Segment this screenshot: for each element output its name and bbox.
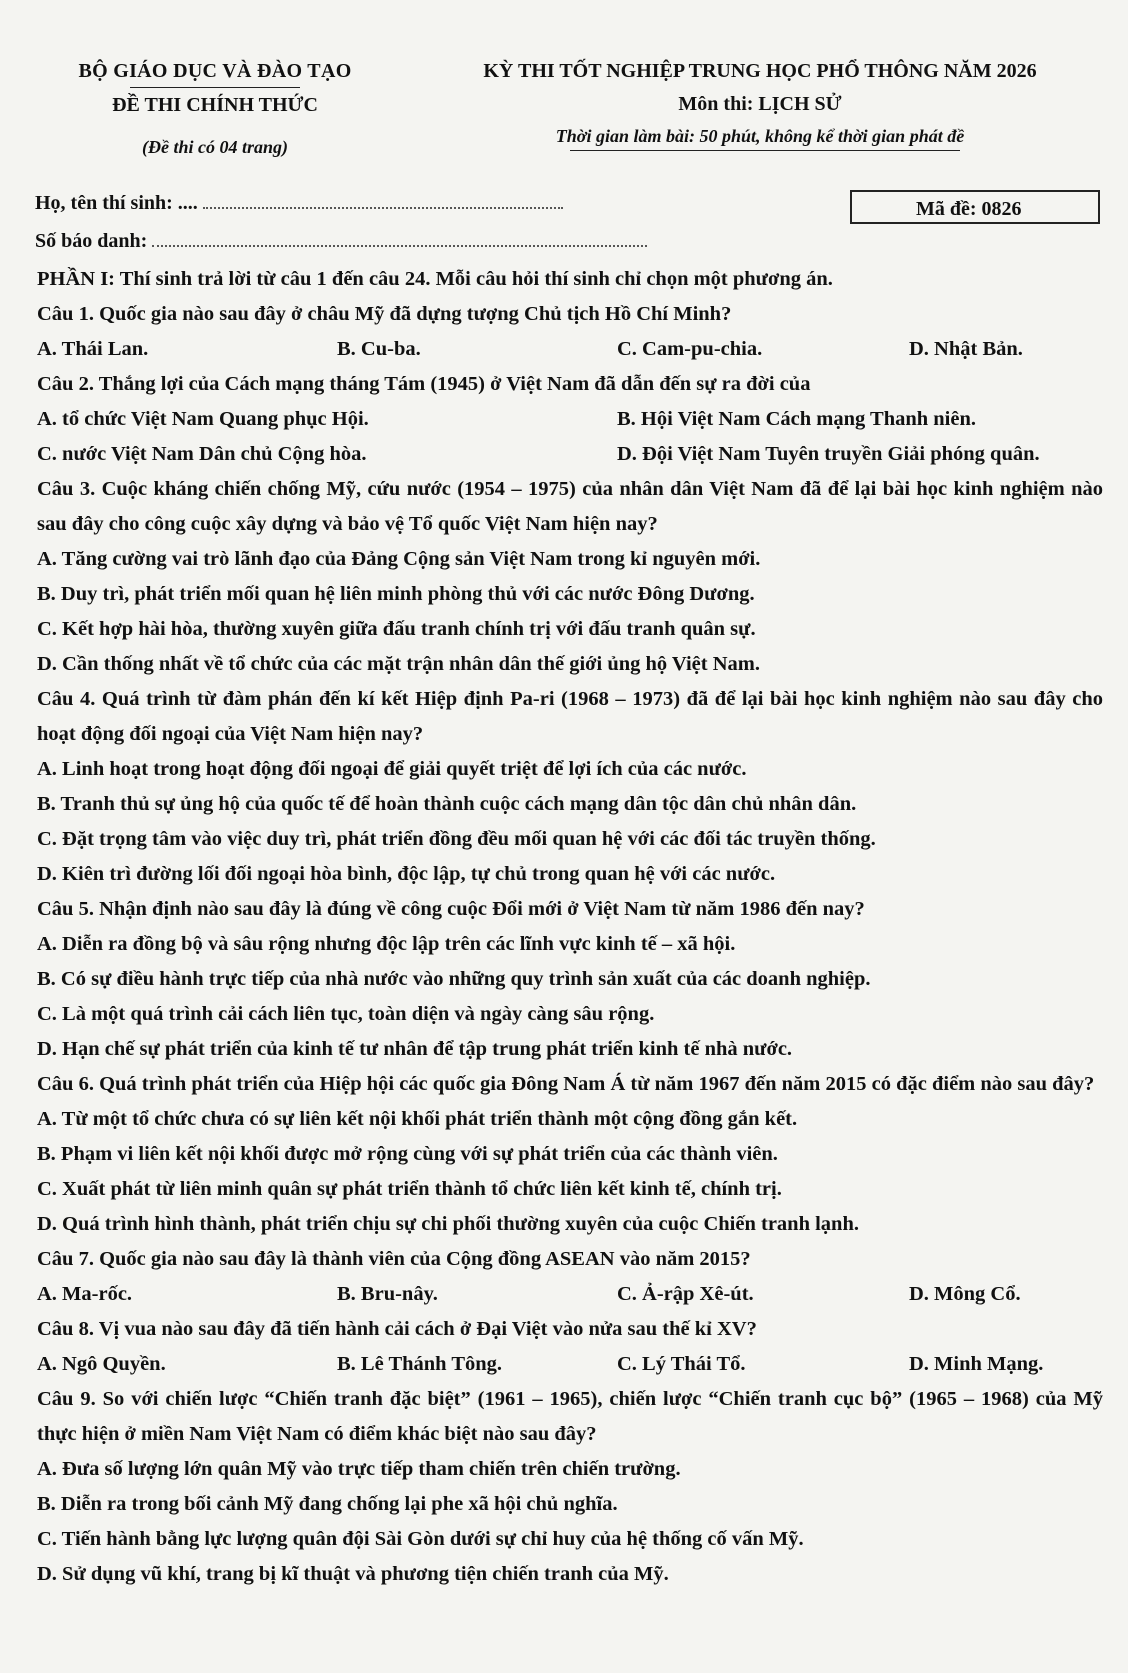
candidate-id-line: [35, 230, 647, 253]
question-text: Câu 4. Quá trình từ đàm phán đến kí kết Hiệp định Pa-ri (1968 – 1973) đã để lại bài học kinh nghiệm nào sau đây cho hoạt động đối ngoại của Việt Nam hiện nay?: [37, 688, 1103, 745]
options-row: [37, 437, 1103, 472]
option-d[interactable]: D. Minh Mạng.: [909, 1353, 1044, 1375]
option-b[interactable]: B. Cu-ba.: [337, 338, 421, 360]
exam-content: [37, 262, 1103, 1592]
options-row: [37, 1347, 1103, 1382]
option-b[interactable]: B. Hội Việt Nam Cách mạng Thanh niên.: [617, 408, 977, 430]
option-a[interactable]: A. tổ chức Việt Nam Quang phục Hội.: [37, 408, 369, 430]
option-c[interactable]: C. Kết hợp hài hòa, thường xuyên giữa đấu tranh chính trị với đấu tranh quân sự.: [37, 618, 756, 640]
option-c[interactable]: C. Tiến hành bằng lực lượng quân đội Sài Gòn dưới sự chỉ huy của hệ thống cố vấn Mỹ.: [37, 1528, 804, 1550]
candidate-name-label: Họ, tên thí sinh: ....: [35, 192, 198, 214]
option-a[interactable]: A. Thái Lan.: [37, 338, 149, 360]
question-text: Câu 3. Cuộc kháng chiến chống Mỹ, cứu nước (1954 – 1975) của nhân dân Việt Nam đã để lại bài học kinh nghiệm nào sau đây cho công cuộc xây dựng và bảo vệ Tổ quốc Việt Nam hiện nay?: [37, 478, 1103, 535]
option-b[interactable]: B. Duy trì, phát triển mối quan hệ liên minh phòng thủ với các nước Đông Dương.: [37, 583, 755, 605]
option-c[interactable]: C. Là một quá trình cải cách liên tục, toàn diện và ngày càng sâu rộng.: [37, 1003, 655, 1025]
exam-code-box: Mã đề: 0826: [850, 190, 1100, 224]
option-a[interactable]: A. Từ một tổ chức chưa có sự liên kết nội khối phát triển thành một cộng đồng gắn kết.: [37, 1108, 798, 1130]
question-7: [37, 1242, 1103, 1312]
official-label: ĐỀ THI CHÍNH THỨC: [112, 94, 318, 116]
header-left: [45, 60, 385, 158]
option-d[interactable]: D. Sử dụng vũ khí, trang bị kĩ thuật và phương tiện chiến tranh của Mỹ.: [37, 1563, 669, 1585]
exam-title: KỲ THI TỐT NGHIỆP TRUNG HỌC PHỔ THÔNG NĂM 2026: [483, 60, 1037, 82]
option-c[interactable]: C. Ả-rập Xê-út.: [617, 1283, 754, 1305]
option-c[interactable]: C. Cam-pu-chia.: [617, 338, 763, 360]
option-d[interactable]: D. Quá trình hình thành, phát triển chịu sự chi phối thường xuyên của cuộc Chiến tranh lạnh.: [37, 1213, 859, 1235]
option-c[interactable]: C. Đặt trọng tâm vào việc duy trì, phát triển đồng đều mối quan hệ với các đối tác truyền thống.: [37, 828, 876, 850]
question-text: Câu 6. Quá trình phát triển của Hiệp hội các quốc gia Đông Nam Á từ năm 1967 đến năm 2015 có đặc điểm nào sau đây?: [37, 1073, 1095, 1095]
question-1: [37, 297, 1103, 367]
time-underline: [570, 150, 960, 151]
question-text: Câu 7. Quốc gia nào sau đây là thành viên của Cộng đồng ASEAN vào năm 2015?: [37, 1248, 751, 1270]
header-right: [420, 60, 1100, 151]
question-2: [37, 367, 1103, 472]
question-text: Câu 5. Nhận định nào sau đây là đúng về công cuộc Đổi mới ở Việt Nam từ năm 1986 đến nay?: [37, 898, 865, 920]
option-a[interactable]: A. Ngô Quyền.: [37, 1353, 166, 1375]
option-a[interactable]: A. Đưa số lượng lớn quân Mỹ vào trực tiếp tham chiến trên chiến trường.: [37, 1458, 681, 1480]
option-b[interactable]: B. Bru-nây.: [337, 1283, 438, 1305]
question-text: Câu 8. Vị vua nào sau đây đã tiến hành cải cách ở Đại Việt vào nửa sau thế kỉ XV?: [37, 1318, 757, 1340]
option-b[interactable]: B. Có sự điều hành trực tiếp của nhà nước vào những quy trình sản xuất của các doanh nghiệp.: [37, 968, 871, 990]
option-a[interactable]: A. Diễn ra đồng bộ và sâu rộng nhưng độc lập trên các lĩnh vực kinh tế – xã hội.: [37, 933, 736, 955]
option-c[interactable]: C. Lý Thái Tổ.: [617, 1353, 746, 1375]
option-d[interactable]: D. Nhật Bản.: [909, 338, 1023, 360]
option-b[interactable]: B. Tranh thủ sự ủng hộ của quốc tế để hoàn thành cuộc cách mạng dân tộc dân chủ nhân dân.: [37, 793, 857, 815]
option-b[interactable]: B. Phạm vi liên kết nội khối được mở rộng cùng với sự phát triển của các thành viên.: [37, 1143, 778, 1165]
option-a[interactable]: A. Tăng cường vai trò lãnh đạo của Đảng Cộng sản Việt Nam trong kỉ nguyên mới.: [37, 548, 761, 570]
option-d[interactable]: D. Cần thống nhất về tổ chức của các mặt trận nhân dân thế giới ủng hộ Việt Nam.: [37, 653, 760, 675]
option-d[interactable]: D. Mông Cổ.: [909, 1283, 1021, 1305]
candidate-name-line: [35, 192, 563, 215]
time-label: Thời gian làm bài: 50 phút, không kể thời gian phát đề: [555, 126, 965, 146]
question-5: [37, 892, 1103, 1067]
option-c[interactable]: C. Xuất phát từ liên minh quân sự phát triển thành tổ chức liên kết kinh tế, chính trị.: [37, 1178, 782, 1200]
options-row: [37, 402, 1103, 437]
part-heading: PHẦN I: Thí sinh trả lời từ câu 1 đến câu 24. Mỗi câu hỏi thí sinh chỉ chọn một phương án.: [37, 268, 833, 290]
candidate-id-label: Số báo danh:: [35, 230, 148, 252]
question-4: [37, 682, 1103, 892]
option-d[interactable]: D. Kiên trì đường lối đối ngoại hòa bình, độc lập, tự chủ trong quan hệ với các nước.: [37, 863, 776, 885]
option-c[interactable]: C. nước Việt Nam Dân chủ Cộng hòa.: [37, 443, 367, 465]
question-text: Câu 2. Thắng lợi của Cách mạng tháng Tám (1945) ở Việt Nam đã dẫn đến sự ra đời của: [37, 373, 811, 395]
question-text: Câu 1. Quốc gia nào sau đây ở châu Mỹ đã dựng tượng Chủ tịch Hồ Chí Minh?: [37, 303, 732, 325]
question-8: [37, 1312, 1103, 1382]
pages-note: (Đề thi có 04 trang): [142, 137, 288, 157]
ministry-name: BỘ GIÁO DỤC VÀ ĐÀO TẠO: [78, 60, 352, 82]
option-d[interactable]: D. Hạn chế sự phát triển của kinh tế tư nhân để tập trung phát triển kinh tế nhà nước.: [37, 1038, 793, 1060]
question-text: Câu 9. So với chiến lược “Chiến tranh đặc biệt” (1961 – 1965), chiến lược “Chiến tranh cục bộ” (1965 – 1968) của Mỹ thực hiện ở miền Nam Việt Nam có điểm khác biệt nào sau đây?: [37, 1388, 1103, 1445]
options-row: [37, 332, 1103, 367]
option-b[interactable]: B. Lê Thánh Tông.: [337, 1353, 503, 1375]
question-6: [37, 1067, 1103, 1242]
options-row: [37, 1277, 1103, 1312]
option-a[interactable]: A. Linh hoạt trong hoạt động đối ngoại để giải quyết triệt để lợi ích của các nước.: [37, 758, 747, 780]
option-d[interactable]: D. Đội Việt Nam Tuyên truyền Giải phóng quân.: [617, 443, 1040, 465]
candidate-name-field[interactable]: [203, 193, 563, 209]
ministry-underline: [130, 87, 300, 88]
option-a[interactable]: A. Ma-rốc.: [37, 1283, 133, 1305]
option-b[interactable]: B. Diễn ra trong bối cảnh Mỹ đang chống lại phe xã hội chủ nghĩa.: [37, 1493, 618, 1515]
question-3: [37, 472, 1103, 682]
subject-label: Môn thi: LỊCH SỬ: [678, 93, 842, 115]
candidate-id-field[interactable]: [152, 231, 647, 247]
question-9: [37, 1382, 1103, 1592]
